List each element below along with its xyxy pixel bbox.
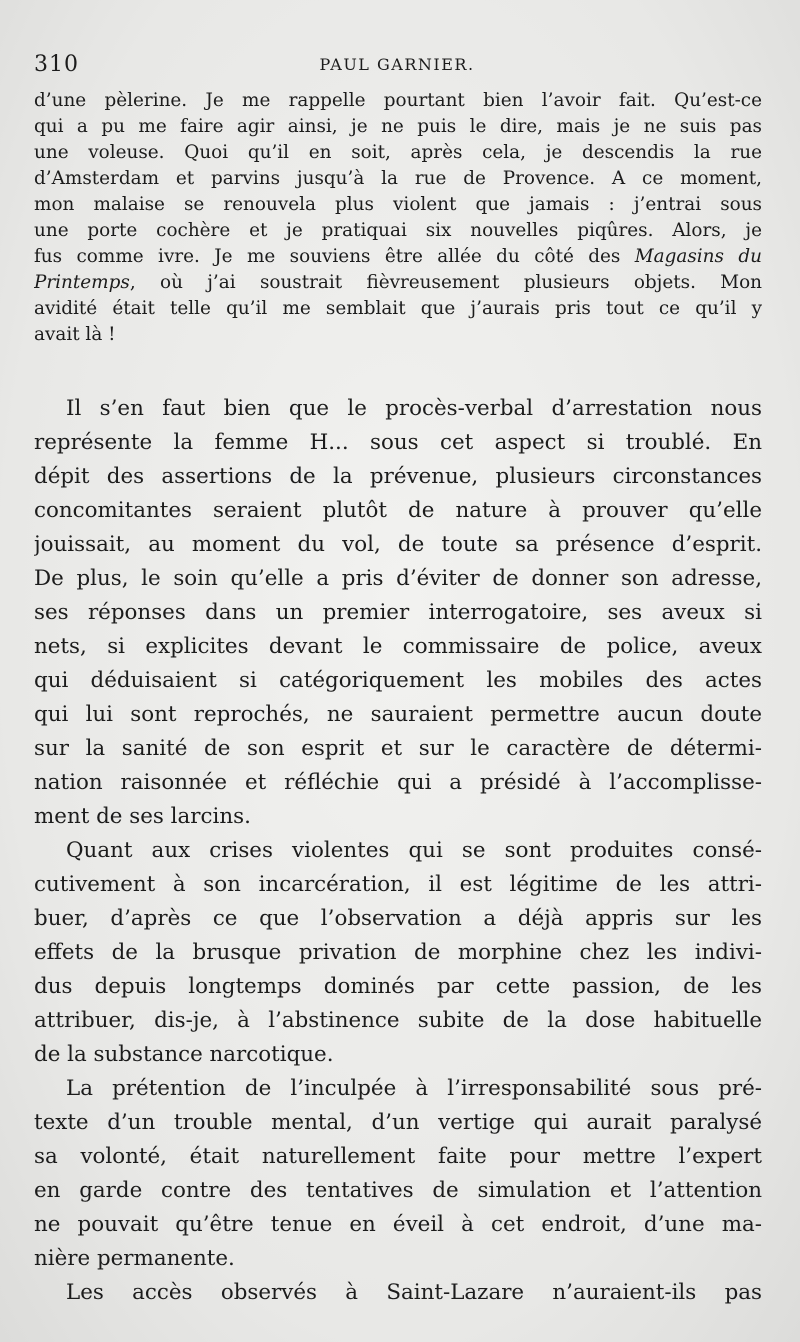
- text-line: dus depuis longtemps dominés par cette passion, de les: [34, 974, 762, 999]
- text-line: Les accès observés à Saint-Lazare n’auraient-ils pas: [66, 1280, 762, 1305]
- text-line: représente la femme H... sous cet aspect si troublé. En: [34, 430, 762, 455]
- text-line: ses réponses dans un premier interrogatoire, ses aveux si: [34, 600, 762, 625]
- text-line: sur la sanité de son esprit et sur le caractère de détermi-: [34, 736, 762, 761]
- text-line: jouissait, au moment du vol, de toute sa présence d’esprit.: [34, 532, 762, 557]
- text-line: qui a pu me faire agir ainsi, je ne puis le dire, mais je ne suis pas: [34, 116, 762, 137]
- text-line: nation raisonnée et réfléchie qui a présidé à l’accomplisse-: [34, 770, 762, 795]
- text-line: texte d’un trouble mental, d’un vertige qui aurait paralysé: [34, 1110, 762, 1135]
- text-line: sa volonté, était naturellement faite pour mettre l’expert: [34, 1144, 762, 1169]
- text-line: avidité était telle qu’il me semblait que j’aurais pris tout ce qu’il y: [34, 298, 762, 319]
- text-line: Il s’en faut bien que le procès-verbal d’arrestation nous: [66, 396, 762, 421]
- text-line: en garde contre des tentatives de simulation et l’attention: [34, 1178, 762, 1203]
- text-line: qui lui sont reprochés, ne sauraient permettre aucun doute: [34, 702, 762, 727]
- text-line: ne pouvait qu’être tenue en éveil à cet endroit, d’une ma-: [34, 1212, 762, 1237]
- italic-title: Magasins du: [634, 246, 762, 267]
- main-text: [34, 392, 762, 1310]
- text-line: [34, 270, 762, 296]
- page-header: [34, 52, 760, 82]
- text-segment: fus comme ivre. Je me souviens être allée du côté des: [34, 246, 621, 267]
- text-line: avait là !: [34, 324, 116, 345]
- text-line: effets de la brusque privation de morphine chez les indivi-: [34, 940, 762, 965]
- text-line: La prétention de l’inculpée à l’irresponsabilité sous pré-: [66, 1076, 762, 1101]
- text-line: mon malaise se renouvela plus violent que jamais : j’entrai sous: [34, 194, 762, 215]
- text-line: une porte cochère et je pratiquai six nouvelles piqûres. Alors, je: [34, 220, 762, 241]
- quoted-testimony: [34, 88, 762, 348]
- text-line: nière permanente.: [34, 1246, 235, 1271]
- text-line: [34, 244, 762, 270]
- text-line: d’une pèlerine. Je me rappelle pourtant bien l’avoir fait. Qu’est-ce: [34, 90, 762, 111]
- text-line: de la substance narcotique.: [34, 1042, 334, 1067]
- running-head: PAUL GARNIER.: [319, 55, 475, 74]
- text-segment: , où j’ai soustrait fièvreusement plusieurs objets. Mon: [129, 272, 762, 293]
- text-line: buer, d’après ce que l’observation a déjà appris sur les: [34, 906, 762, 931]
- text-line: De plus, le soin qu’elle a pris d’éviter de donner son adresse,: [34, 566, 762, 591]
- text-line: Quant aux crises violentes qui se sont produites consé-: [66, 838, 762, 863]
- text-line: cutivement à son incarcération, il est légitime de les attri-: [34, 872, 762, 897]
- text-line: attribuer, dis-je, à l’abstinence subite de la dose habituelle: [34, 1008, 762, 1033]
- text-line: concomitantes seraient plutôt de nature à prouver qu’elle: [34, 498, 762, 523]
- text-line: dépit des assertions de la prévenue, plusieurs circonstances: [34, 464, 762, 489]
- text-line: une voleuse. Quoi qu’il en soit, après cela, je descendis la rue: [34, 142, 762, 163]
- page-number: 310: [34, 52, 79, 77]
- text-line: ment de ses larcins.: [34, 804, 251, 829]
- italic-title: Printemps: [34, 272, 130, 293]
- text-line: d’Amsterdam et parvins jusqu’à la rue de Provence. A ce moment,: [34, 168, 762, 189]
- text-line: nets, si explicites devant le commissaire de police, aveux: [34, 634, 762, 659]
- text-line: qui déduisaient si catégoriquement les mobiles des actes: [34, 668, 762, 693]
